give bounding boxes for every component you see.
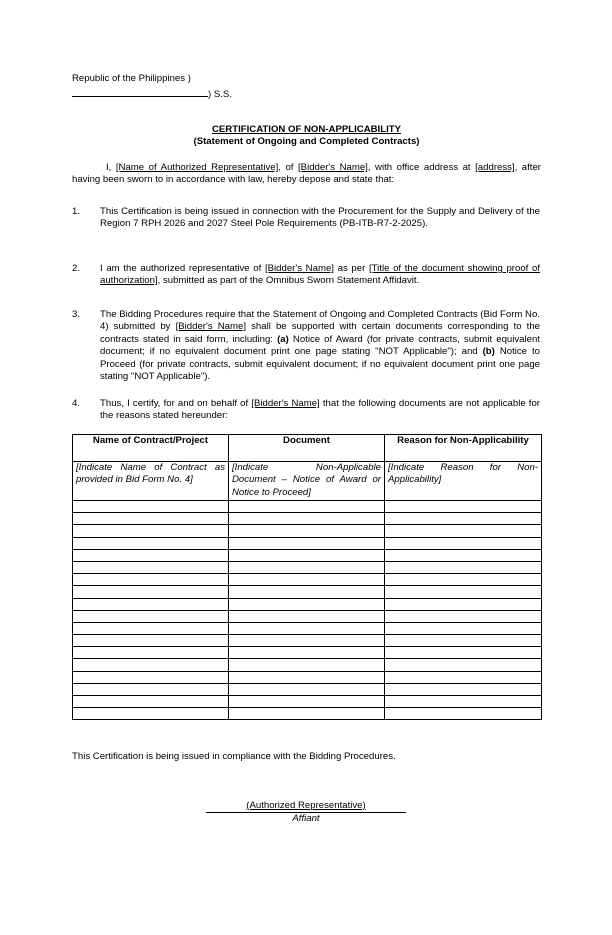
table-cell[interactable]: [385, 501, 542, 513]
table-row: [73, 574, 542, 586]
placeholder-bidder: [Bidder's Name]: [298, 162, 368, 173]
table-cell[interactable]: [229, 647, 385, 659]
item-2-text: I am the authorized representative of [Bidder's Name] as per [Title of the document showing proof of authorization], submitted as part of the Omnibus Sworn Statement Affidavit.: [100, 263, 541, 287]
item-number: 3.: [72, 309, 81, 320]
placeholder-authorization-doc: [Title of the document showing proof of authorization]: [100, 263, 541, 287]
table-cell[interactable]: [385, 671, 542, 683]
table-cell[interactable]: [229, 501, 385, 513]
cell-reason-placeholder[interactable]: [Indicate Reason for Non-Applicability]: [385, 462, 542, 501]
table-cell[interactable]: [229, 537, 385, 549]
item-3-text: The Bidding Procedures require that the Statement of Ongoing and Completed Contracts (Bid Form No. 4) submitted by [Bidder's Name] shall be supported with certain documents corresponding to the contracts stated in said form, including: (a) Notice of Award (for private contracts, submit equivalent document; if no equivalent document print one page stating "NOT Applicable"); and (b) Notice to Proceed (for private contracts, submit equivalent document; if no equivalent document print one page stating "NOT Applicable").: [100, 309, 540, 383]
table-cell[interactable]: [229, 549, 385, 561]
table-cell[interactable]: [385, 708, 542, 720]
intro-paragraph: I, [Name of Authorized Representative], of [Bidder's Name], with office address at [address], after having been sworn to in accordance with law, hereby depose and state that:: [72, 162, 542, 186]
table-row: [73, 683, 542, 695]
table-cell[interactable]: [73, 635, 229, 647]
table-cell[interactable]: [229, 659, 385, 671]
table-cell[interactable]: [73, 622, 229, 634]
republic-text: Republic of the Philippines ): [72, 73, 191, 84]
table-cell[interactable]: [73, 708, 229, 720]
table-cell[interactable]: [385, 537, 542, 549]
table-cell[interactable]: [385, 696, 542, 708]
table-row: [73, 635, 542, 647]
item-number: 2.: [72, 263, 81, 274]
table-row: [73, 647, 542, 659]
table-cell[interactable]: [73, 586, 229, 598]
signature-role: Affiant: [292, 813, 320, 824]
header-document: Document: [229, 435, 385, 462]
table-row: [73, 598, 542, 610]
table-cell[interactable]: [385, 586, 542, 598]
table-cell[interactable]: [73, 501, 229, 513]
table-row: [73, 561, 542, 573]
table-cell[interactable]: [385, 683, 542, 695]
table-cell[interactable]: [73, 659, 229, 671]
table-cell[interactable]: [385, 598, 542, 610]
table-cell[interactable]: [229, 525, 385, 537]
item-1-text: This Certification is being issued in connection with the Procurement for the Supply and Delivery of the Region 7 RPH 2026 and 2027 Steel Pole Requirements (PB-ITB-R7-2-2025).: [100, 206, 540, 230]
table-cell[interactable]: [73, 696, 229, 708]
table-cell[interactable]: [73, 647, 229, 659]
table-row: [73, 549, 542, 561]
signature-name: (Authorized Representative): [246, 800, 366, 811]
table-cell[interactable]: [73, 598, 229, 610]
table-cell[interactable]: [385, 525, 542, 537]
table-cell[interactable]: [385, 513, 542, 525]
table-cell[interactable]: [73, 683, 229, 695]
table-cell[interactable]: [73, 574, 229, 586]
table-row: [73, 671, 542, 683]
document-title: CERTIFICATION OF NON-APPLICABILITY: [211, 124, 402, 135]
placeholder-bidder: [Bidder's Name]: [175, 321, 246, 333]
cell-document-placeholder[interactable]: [Indicate Non-Applicable Document – Notice of Award or Notice to Proceed]: [229, 462, 385, 501]
table-row: [73, 513, 542, 525]
table-cell[interactable]: [229, 561, 385, 573]
table-cell[interactable]: [229, 683, 385, 695]
table-cell[interactable]: [385, 574, 542, 586]
table-row: [73, 622, 542, 634]
table-cell[interactable]: [385, 549, 542, 561]
item-number: 1.: [72, 206, 81, 217]
table-row: [73, 708, 542, 720]
table-cell[interactable]: [385, 659, 542, 671]
header-reason: Reason for Non-Applicability: [385, 435, 542, 462]
table-cell[interactable]: [73, 549, 229, 561]
table-cell[interactable]: [73, 610, 229, 622]
table-row: [73, 659, 542, 671]
table-cell[interactable]: [73, 525, 229, 537]
table-cell[interactable]: [385, 610, 542, 622]
table-cell[interactable]: [385, 561, 542, 573]
table-cell[interactable]: [385, 635, 542, 647]
placeholder-address: [address]: [475, 162, 515, 173]
closing-statement: This Certification is being issued in compliance with the Bidding Procedures.: [72, 751, 396, 762]
table-cell[interactable]: [385, 622, 542, 634]
table-cell[interactable]: [229, 708, 385, 720]
ss-text: ) S.S.: [208, 89, 232, 100]
item-4-text: Thus, I certify, for and on behalf of [Bidder's Name] that the following documents are not applicable for the reasons stated hereunder:: [100, 398, 540, 422]
republic-line: [72, 73, 191, 85]
table-row: [73, 462, 542, 501]
placeholder-representative: [Name of Authorized Representative]: [115, 162, 279, 173]
table-row: [73, 537, 542, 549]
table-row: [73, 610, 542, 622]
ss-line: [72, 86, 232, 101]
table-cell[interactable]: [229, 574, 385, 586]
table-row: [73, 525, 542, 537]
table-cell[interactable]: [229, 598, 385, 610]
table-cell[interactable]: [229, 513, 385, 525]
table-cell[interactable]: [385, 647, 542, 659]
table-cell[interactable]: [73, 561, 229, 573]
table-cell[interactable]: [73, 513, 229, 525]
table-row: [73, 696, 542, 708]
table-cell[interactable]: [229, 671, 385, 683]
placeholder-bidder: [Bidder's Name]: [264, 263, 334, 274]
item-number: 4.: [72, 398, 81, 409]
non-applicability-table: [72, 434, 542, 720]
cell-contract-placeholder[interactable]: [Indicate Name of Contract as provided in Bid Form No. 4]: [73, 462, 229, 501]
table-cell[interactable]: [229, 696, 385, 708]
document-subtitle: (Statement of Ongoing and Completed Contracts): [193, 136, 420, 147]
header-contract-project: Name of Contract/Project: [73, 435, 229, 462]
table-row: [73, 501, 542, 513]
table-cell[interactable]: [73, 671, 229, 683]
table-row: [73, 586, 542, 598]
blank-underline: [72, 86, 208, 97]
table-cell[interactable]: [73, 537, 229, 549]
placeholder-bidder: [Bidder's Name]: [251, 398, 320, 409]
table-header-row: [73, 435, 542, 462]
table-cell[interactable]: [229, 622, 385, 634]
table-cell[interactable]: [229, 635, 385, 647]
table-cell[interactable]: [229, 610, 385, 622]
table-cell[interactable]: [229, 586, 385, 598]
